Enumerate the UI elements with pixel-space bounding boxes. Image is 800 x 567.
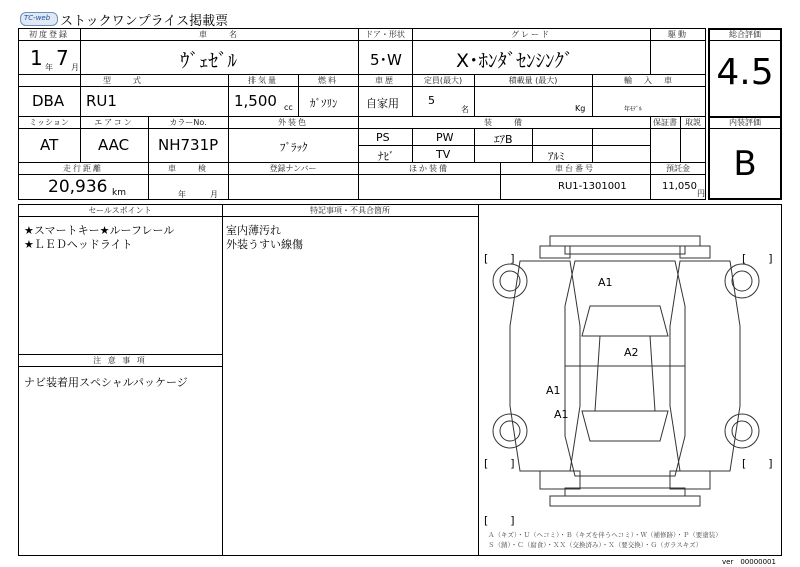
inspection-month: 月	[210, 190, 218, 199]
label-load: 積載量 (最大)	[508, 76, 558, 85]
legend-line-2: Ｓ（錆）・Ｃ（腐食）・ＸＸ（交換済み）・Ｘ（要交換）・Ｇ（ガラスキズ）	[488, 541, 703, 549]
label-displacement: 排気量	[248, 76, 278, 85]
label-other-equipment: ほか装備	[409, 164, 449, 173]
note-1: ナビ装着用スペシャルパッケージ	[24, 376, 188, 389]
capacity-unit: 名	[461, 105, 469, 114]
label-grade: グレード	[511, 30, 551, 39]
equip-alumi: ｱﾙﾐ	[548, 150, 565, 163]
label-import: 輸 入 車	[624, 76, 674, 85]
label-car-name: 車 名	[199, 30, 239, 39]
bracket-mid-right: [ ]	[742, 457, 773, 470]
sales-point-2: ★ＬＥＤヘッドライト	[24, 238, 133, 251]
mileage: 20,936	[48, 177, 108, 197]
label-mileage: 走行距離	[63, 164, 103, 173]
reg-month: 7	[56, 46, 69, 70]
mileage-unit: km	[112, 188, 126, 198]
label-plate: 登録ナンバー	[269, 164, 317, 173]
bracket-mid-left: [ ]	[484, 457, 515, 470]
reg-year-unit: 年	[45, 63, 53, 72]
label-deposit: 預託金	[666, 164, 690, 173]
label-warranty: 保証書	[653, 118, 677, 127]
displacement: 1,500	[234, 92, 277, 110]
label-interior-score: 内装評価	[729, 118, 761, 127]
reg-month-unit: 月	[71, 63, 79, 72]
page-title: ストックワンプライス掲載票	[60, 14, 229, 29]
grade: X･ﾎﾝﾀﾞｾﾝｼﾝｸﾞ	[456, 50, 574, 72]
history: 自家用	[366, 97, 399, 110]
model-code: RU1	[86, 92, 117, 110]
deposit-unit: 円	[697, 189, 705, 198]
label-capacity: 定員(最大)	[423, 76, 463, 85]
chassis-no: RU1-1301001	[558, 181, 627, 192]
import-note: 年ﾓﾃﾞﾙ	[624, 106, 643, 113]
label-manual: 取説	[685, 118, 701, 127]
label-remarks: 特記事項・不具合箇所	[310, 206, 390, 215]
load-unit: Kg	[575, 104, 586, 113]
equip-navi: ﾅﾋﾞ	[378, 150, 395, 163]
label-sales-points: セールスポイント	[88, 206, 152, 215]
exterior-color: ﾌﾞﾗｯｸ	[280, 141, 308, 154]
aircon: AAC	[98, 136, 130, 154]
label-drive: 駆動	[668, 30, 688, 39]
fuel: ｶﾞｿﾘﾝ	[310, 97, 338, 110]
model-prefix: DBA	[32, 92, 65, 110]
damage-mark: A1	[598, 276, 613, 289]
interior-score: B	[733, 144, 757, 184]
door-form: 5･W	[370, 51, 402, 69]
equip-tv: TV	[436, 148, 451, 161]
damage-mark: A1	[546, 384, 561, 397]
label-history: 車歴	[375, 76, 395, 85]
mission: AT	[40, 136, 59, 154]
label-chassis-no: 車台番号	[555, 164, 595, 173]
deposit: 11,050	[662, 181, 697, 192]
label-model: 型 式	[103, 76, 143, 85]
damage-mark: A1	[554, 408, 569, 421]
remark-2: 外装うすい線傷	[226, 238, 303, 251]
label-fuel: 燃料	[318, 76, 338, 85]
equip-airbag: ｴｱB	[494, 133, 513, 146]
car-name: ｳﾞｪｾﾞﾙ	[180, 50, 238, 72]
label-inspection: 車 検	[168, 164, 208, 173]
legend-line-1: Ａ（キズ）・Ｕ（ヘコミ）・Ｂ（キズを伴うヘコミ）・Ｗ（補修跡）・Ｐ（要塗装）	[488, 531, 722, 539]
label-mission: ミッション	[29, 118, 69, 127]
damage-diagram	[480, 206, 780, 536]
label-notes: 注 意 事 項	[93, 356, 147, 365]
damage-mark: A2	[624, 346, 639, 359]
label-color-no: カラーNo.	[169, 118, 207, 127]
bracket-top-right: [ ]	[742, 252, 773, 265]
reg-year: 1	[30, 46, 43, 70]
overall-score: 4.5	[716, 52, 774, 93]
sales-point-1: ★スマートキー★ルーフレール	[24, 224, 175, 237]
label-overall-score: 総合評価	[729, 30, 761, 39]
bracket-bottom-left: [ ]	[484, 514, 515, 527]
version: ver 00000001	[722, 558, 776, 566]
label-aircon: エアコン	[94, 118, 134, 127]
remark-1: 室内薄汚れ	[226, 224, 281, 237]
capacity: 5	[428, 94, 435, 107]
inspection-year: 年	[178, 190, 186, 199]
equip-pw: PW	[436, 131, 454, 144]
logo-text: TC-web	[24, 14, 51, 22]
color-no: NH731P	[158, 136, 219, 154]
label-door: ドア・形状	[365, 30, 405, 39]
label-exterior-color: 外装色	[278, 118, 308, 127]
logo	[20, 12, 58, 26]
equip-ps: PS	[376, 131, 390, 144]
label-equipment: 装 備	[484, 118, 524, 127]
bracket-top-left: [ ]	[484, 252, 515, 265]
label-first-reg: 初度登録	[29, 30, 69, 39]
displacement-unit: cc	[284, 103, 293, 112]
